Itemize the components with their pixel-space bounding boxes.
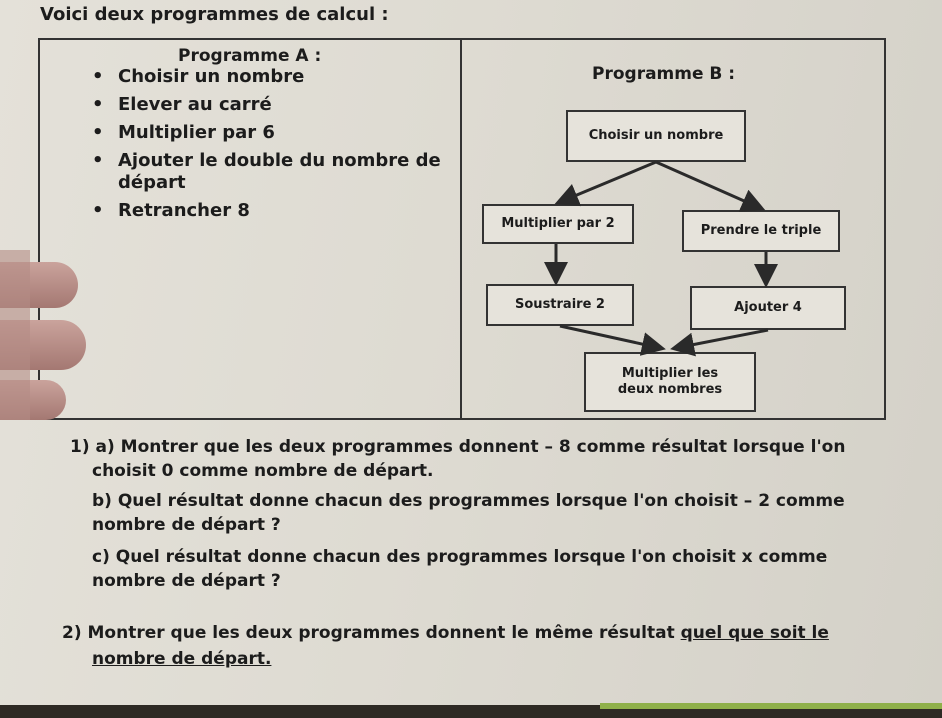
program-a-step: • Elever au carré: [84, 94, 464, 116]
arrow-right-merge: [676, 330, 768, 348]
question-1b-line-1: b) Quel résultat donne chacun des programmes lorsque l'on choisit – 2 comme: [92, 491, 845, 511]
arrow-left-merge: [560, 326, 660, 348]
question-2-line-2: nombre de départ.: [92, 649, 272, 669]
flow-box-start: Choisir un nombre: [566, 110, 746, 162]
flow-box-multiply-both: Multiplier les deux nombres: [584, 352, 756, 412]
program-a-title: Programme A :: [178, 46, 322, 66]
question-2-line-1: [62, 622, 882, 644]
flow-box-multiply-2: Multiplier par 2: [482, 204, 634, 244]
flow-box-subtract-2: Soustraire 2: [486, 284, 634, 326]
question-1c-line-2: nombre de départ ?: [92, 571, 281, 591]
hand-shadow: [0, 250, 30, 420]
flow-box-triple: Prendre le triple: [682, 210, 840, 252]
flow-box-add-4: Ajouter 4: [690, 286, 846, 330]
bottom-green-edge: [600, 703, 942, 709]
program-a-step: • Multiplier par 6: [84, 122, 464, 144]
program-b-title: Programme B :: [592, 64, 736, 84]
question-1a-line-2: choisit 0 comme nombre de départ.: [92, 461, 434, 481]
arrow-start-right: [656, 162, 760, 208]
question-1a-line-1: 1) a) Montrer que les deux programmes donnent – 8 comme résultat lorsque l'on: [70, 437, 846, 457]
program-a-step: • Retrancher 8: [84, 200, 464, 222]
question-2-text: 2) Montrer que les deux programmes donnent le même résultat: [62, 623, 681, 643]
arrow-start-left: [560, 162, 656, 202]
question-2-underlined: quel que soit le: [680, 623, 829, 643]
question-1b-line-2: nombre de départ ?: [92, 515, 281, 535]
program-a-step: • Choisir un nombre: [84, 66, 464, 88]
worksheet-heading: Voici deux programmes de calcul :: [40, 4, 389, 25]
program-a-step: • Ajouter le double du nombre de départ: [84, 150, 448, 194]
question-1c-line-1: c) Quel résultat donne chacun des programmes lorsque l'on choisit x comme: [92, 547, 828, 567]
